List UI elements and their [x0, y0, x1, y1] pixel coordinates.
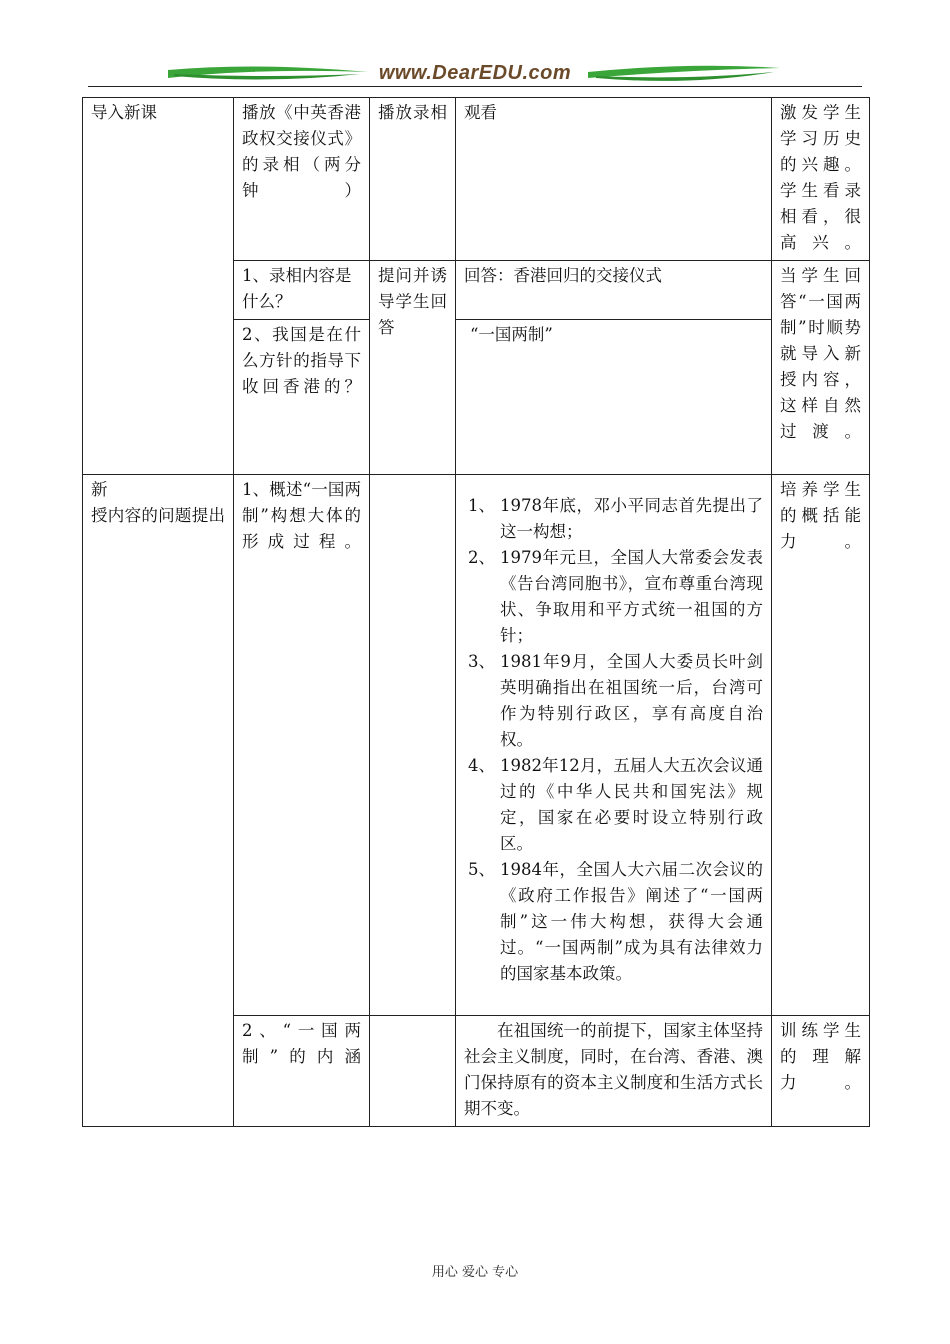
list-item: 4、 1982年12月，五届人大五次会议通过的《中华人民共和国宪法》规定，国家在必要时设立特别行政区。: [468, 756, 763, 853]
content-cell: 播放《中英香港政权交接仪式》的录相（两分钟）: [234, 98, 370, 261]
intent-cell: 当学生回答“一国两制”时顺势就导入新授内容，这样自然过渡。: [772, 261, 870, 475]
list-item: 2、 1979年元旦，全国人大常委会发表《告台湾同胞书》，宣布尊重台湾现状、争取用和平方式统一祖国的方针；: [468, 548, 763, 645]
stage-label-line2: 授内容的问题提出: [91, 506, 225, 525]
stage-label-line1: 新: [91, 480, 108, 499]
formation-points-list: [464, 493, 763, 987]
header-rule: [88, 86, 862, 87]
teacher-cell: [370, 1016, 456, 1127]
list-item: 3、 1981年9月，全国人大委员长叶剑英明确指出在祖国统一后，台湾可作为特别行政区，享有高度自治权。: [468, 652, 763, 749]
page-footer: 用心 爱心 专心: [431, 1265, 519, 1280]
student-cell: “一国两制”: [456, 320, 772, 475]
student-cell: 观看: [456, 98, 772, 261]
list-item: 1、 1978年底，邓小平同志首先提出了这一构想；: [468, 496, 763, 541]
content-cell: 1、录相内容是什么？: [234, 261, 370, 320]
answer-cell: [456, 1016, 772, 1127]
teacher-cell: 播放录相: [370, 98, 456, 261]
content-cell: 2、我国是在什么方针的指导下收回香港的？: [234, 320, 370, 475]
content-cell: 1、概述“一国两制”构想大体的形成过程。: [234, 475, 370, 1016]
page-header: [88, 58, 862, 94]
list-item: 5、 1984年，全国人大六届二次会议的《政府工作报告》阐述了“一国两制”这一伟大构想，获得大会通过。“一国两制”成为具有法律效力的国家基本政策。: [468, 860, 763, 983]
student-cell: 回答：香港回归的交接仪式: [456, 261, 772, 320]
intent-cell: 培养学生的概括能力。: [772, 475, 870, 1016]
stage-cell: [83, 98, 234, 475]
intent-cell: 训练学生的理解力。: [772, 1016, 870, 1127]
stage-cell: [83, 475, 234, 1127]
content-cell: 2、“一国两制”的内涵: [234, 1016, 370, 1127]
meaning-answer: 在祖国统一的前提下，国家主体坚持社会主义制度，同时，在台湾、香港、澳门保持原有的资本主义制度和生活方式长期不变。: [464, 1021, 763, 1118]
teacher-cell: 提问并诱导学生回答: [370, 261, 456, 475]
table-row: [83, 475, 870, 1016]
stage-label: 导入新课: [91, 103, 157, 122]
answer-cell: [456, 475, 772, 1016]
table-row: [83, 98, 870, 261]
intent-cell: 激发学生学习历史的兴趣。学生看录相看，很高兴。: [772, 98, 870, 261]
lesson-plan-table: [82, 97, 870, 1127]
brand-logo-text: www.DearEDU.com: [378, 62, 572, 84]
teacher-cell: [370, 475, 456, 1016]
